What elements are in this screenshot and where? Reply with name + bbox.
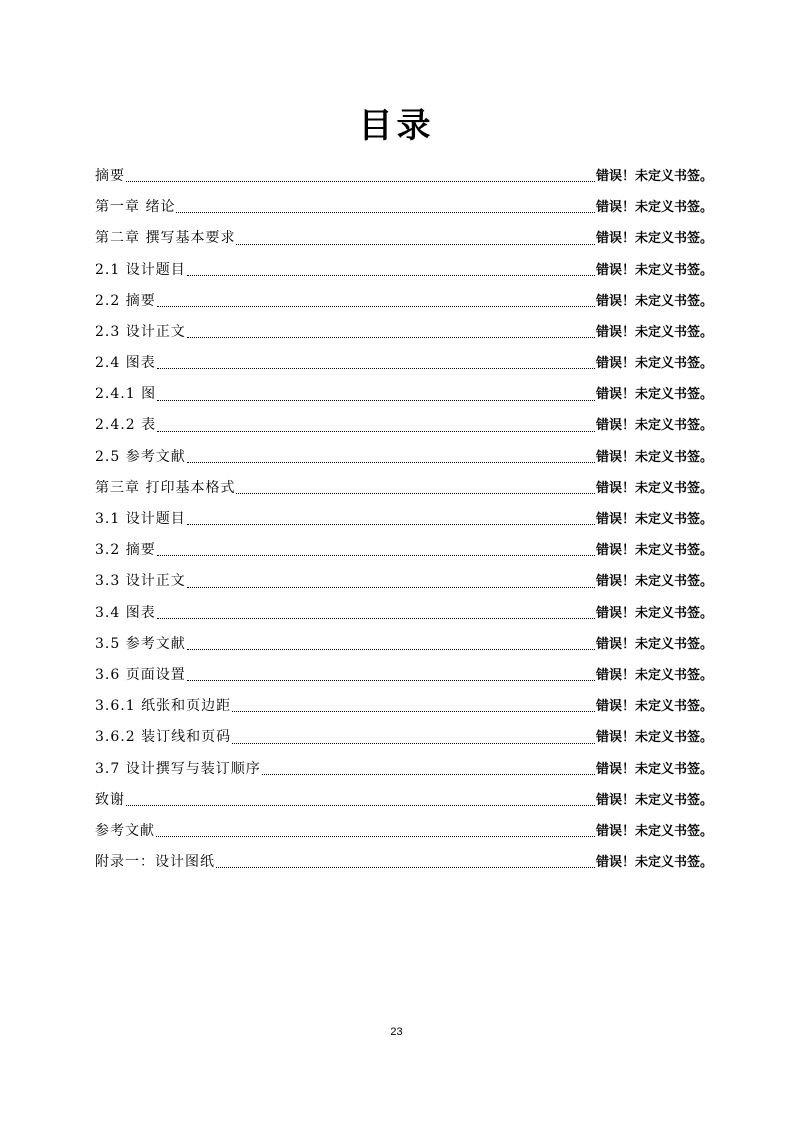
toc-dot-leader	[262, 773, 595, 775]
toc-entry-title[interactable]: 3.5 参考文献	[95, 635, 186, 652]
toc-entry-title[interactable]: 2.5 参考文献	[95, 448, 186, 465]
toc-entry-page-ref[interactable]: 错误！未定义书签。	[595, 855, 713, 871]
toc-dot-leader	[187, 461, 595, 463]
toc-entry[interactable]	[95, 598, 713, 629]
toc-dot-leader	[187, 274, 595, 276]
toc-entry-title[interactable]: 致谢	[95, 791, 125, 808]
toc-entry[interactable]	[95, 442, 713, 473]
toc-entry-page-ref[interactable]: 错误！未定义书签。	[595, 168, 713, 184]
toc-entry[interactable]	[95, 816, 713, 847]
toc-entry-title[interactable]: 2.4 图表	[95, 355, 156, 372]
toc-entry-title[interactable]: 3.6.1 纸张和页边距	[95, 698, 232, 715]
toc-entry-title[interactable]: 2.3 设计正文	[95, 323, 186, 340]
toc-entry-page-ref[interactable]: 错误！未定义书签。	[595, 792, 713, 808]
toc-entry[interactable]	[95, 722, 713, 753]
toc-entry-title[interactable]: 3.1 设计题目	[95, 511, 186, 528]
toc-entry[interactable]	[95, 691, 713, 722]
toc-entry-page-ref[interactable]: 错误！未定义书签。	[595, 512, 713, 528]
toc-entry[interactable]	[95, 379, 713, 410]
toc-entry-page-ref[interactable]: 错误！未定义书签。	[595, 324, 713, 340]
toc-entry-page-ref[interactable]: 错误！未定义书签。	[595, 200, 713, 216]
toc-entry-page-ref[interactable]: 错误！未定义书签。	[595, 262, 713, 278]
toc-dot-leader	[157, 305, 595, 307]
toc-entry-title[interactable]: 摘要	[95, 167, 125, 184]
toc-dot-leader	[187, 336, 595, 338]
toc-entry-page-ref[interactable]: 错误！未定义书签。	[595, 699, 713, 715]
toc-entry-page-ref[interactable]: 错误！未定义书签。	[595, 356, 713, 372]
toc-entry-title[interactable]: 参考文献	[95, 822, 155, 839]
toc-entry[interactable]	[95, 629, 713, 660]
toc-dot-leader	[157, 554, 595, 556]
toc-entry-title[interactable]: 附录一：设计图纸	[95, 854, 215, 871]
toc-entry-page-ref[interactable]: 错误！未定义书签。	[595, 480, 713, 496]
toc-entry-page-ref[interactable]: 错误！未定义书签。	[595, 387, 713, 403]
toc-entry[interactable]	[95, 161, 713, 192]
toc-entry-title[interactable]: 3.4 图表	[95, 604, 156, 621]
toc-entry-page-ref[interactable]: 错误！未定义书签。	[595, 293, 713, 309]
toc-entry-title[interactable]: 3.6 页面设置	[95, 666, 186, 683]
toc-dot-leader	[232, 742, 595, 744]
toc-entry[interactable]	[95, 847, 713, 878]
toc-entry[interactable]	[95, 754, 713, 785]
toc-entry[interactable]	[95, 473, 713, 504]
toc-entry-title[interactable]: 2.2 摘要	[95, 292, 156, 309]
toc-entry-title[interactable]: 第二章 撰写基本要求	[95, 230, 236, 247]
toc-entry-page-ref[interactable]: 错误！未定义书签。	[595, 605, 713, 621]
toc-dot-leader	[232, 710, 595, 712]
toc-entry-page-ref[interactable]: 错误！未定义书签。	[595, 543, 713, 559]
toc-entry[interactable]	[95, 317, 713, 348]
toc-entry-title[interactable]: 3.7 设计撰写与装订顺序	[95, 760, 261, 777]
toc-dot-leader	[157, 430, 595, 432]
toc-entry[interactable]	[95, 255, 713, 286]
toc-entry-title[interactable]: 2.1 设计题目	[95, 261, 186, 278]
toc-dot-leader	[236, 243, 595, 245]
toc-entry-title[interactable]: 3.3 设计正文	[95, 573, 186, 590]
toc-entry-page-ref[interactable]: 错误！未定义书签。	[595, 231, 713, 247]
toc-dot-leader	[216, 866, 595, 868]
toc-entry-page-ref[interactable]: 错误！未定义书签。	[595, 761, 713, 777]
toc-dot-leader	[187, 586, 595, 588]
toc-entry-page-ref[interactable]: 错误！未定义书签。	[595, 823, 713, 839]
toc-dot-leader	[187, 648, 595, 650]
toc-dot-leader	[126, 804, 595, 806]
toc-title: 目录	[358, 106, 435, 146]
toc-dot-leader	[157, 399, 595, 401]
toc-entry-title[interactable]: 第一章 绪论	[95, 199, 176, 216]
toc-dot-leader	[187, 523, 595, 525]
toc-entry[interactable]	[95, 223, 713, 254]
toc-entry-page-ref[interactable]: 错误！未定义书签。	[595, 636, 713, 652]
toc-dot-leader	[126, 180, 595, 182]
toc-dot-leader	[187, 679, 595, 681]
toc-list	[95, 161, 713, 878]
toc-entry[interactable]	[95, 348, 713, 379]
toc-entry-title[interactable]: 第三章 打印基本格式	[95, 479, 236, 496]
toc-entry[interactable]	[95, 411, 713, 442]
toc-entry-title[interactable]: 2.4.1 图	[95, 386, 157, 403]
toc-entry-page-ref[interactable]: 错误！未定义书签。	[595, 667, 713, 683]
toc-entry[interactable]	[95, 286, 713, 317]
toc-entry[interactable]	[95, 566, 713, 597]
toc-entry[interactable]	[95, 192, 713, 223]
toc-dot-leader	[157, 367, 595, 369]
toc-entry-page-ref[interactable]: 错误！未定义书签。	[595, 574, 713, 590]
toc-entry[interactable]	[95, 535, 713, 566]
page-number: 23	[390, 1026, 403, 1038]
toc-entry-page-ref[interactable]: 错误！未定义书签。	[595, 449, 713, 465]
toc-entry[interactable]	[95, 504, 713, 535]
toc-entry-page-ref[interactable]: 错误！未定义书签。	[595, 730, 713, 746]
toc-entry-title[interactable]: 2.4.2 表	[95, 417, 157, 434]
toc-dot-leader	[236, 492, 595, 494]
toc-entry-page-ref[interactable]: 错误！未定义书签。	[595, 418, 713, 434]
toc-entry[interactable]	[95, 660, 713, 691]
toc-dot-leader	[157, 617, 595, 619]
toc-entry-title[interactable]: 3.6.2 装订线和页码	[95, 729, 232, 746]
toc-dot-leader	[156, 835, 595, 837]
toc-dot-leader	[176, 211, 595, 213]
toc-entry-title[interactable]: 3.2 摘要	[95, 542, 156, 559]
toc-entry[interactable]	[95, 785, 713, 816]
